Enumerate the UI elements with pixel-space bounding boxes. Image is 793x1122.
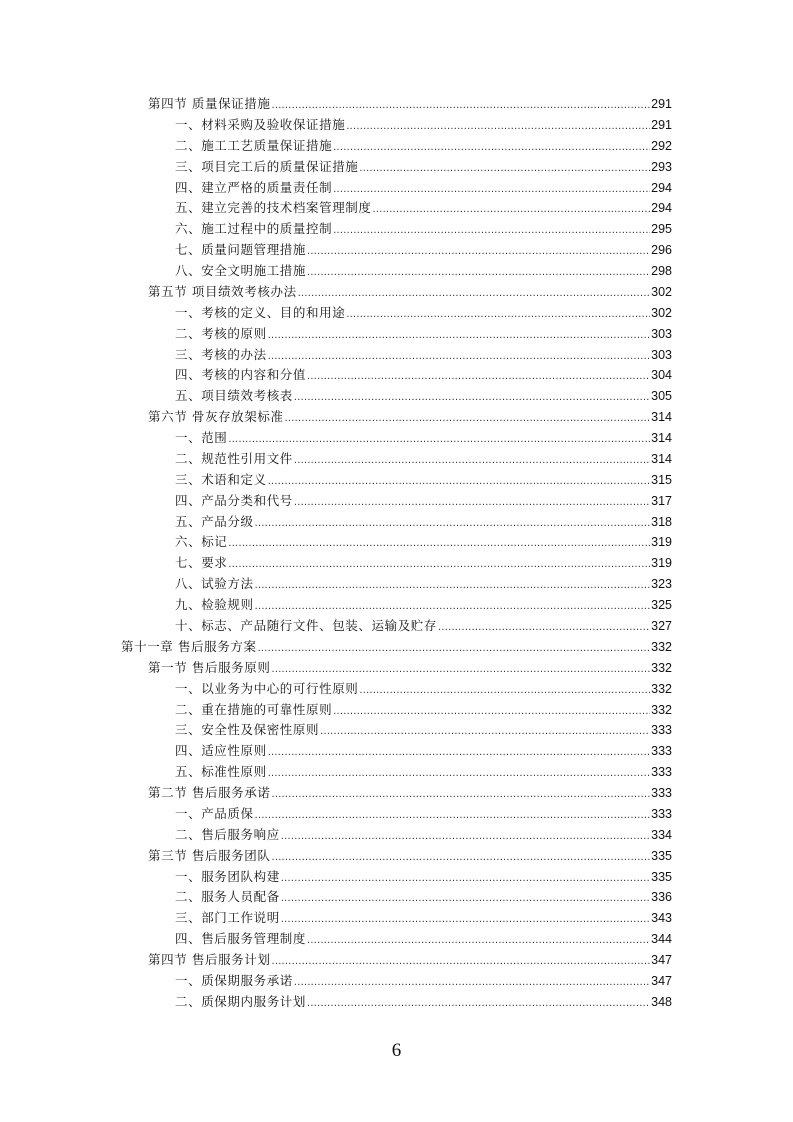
dot-leader bbox=[255, 596, 651, 616]
toc-entry[interactable] bbox=[175, 219, 672, 239]
toc-entry-page: 295 bbox=[651, 222, 672, 237]
toc-entry-page: 303 bbox=[651, 326, 672, 341]
dot-leader bbox=[281, 909, 650, 929]
dot-leader bbox=[271, 784, 650, 804]
toc-entry-title: 第六节 骨灰存放架标准 bbox=[148, 409, 284, 425]
toc-entry[interactable] bbox=[175, 324, 672, 344]
dot-leader bbox=[255, 513, 651, 533]
dot-leader bbox=[268, 325, 650, 345]
toc-entry-title: 三、项目完工后的质量保证措施 bbox=[175, 158, 359, 174]
dot-leader bbox=[359, 680, 650, 700]
toc-entry-title: 七、要求 bbox=[175, 555, 228, 571]
toc-entry-title: 一、考核的定义、目的和用途 bbox=[175, 304, 346, 320]
toc-entry-title: 五、建立完善的技术档案管理制度 bbox=[175, 200, 372, 216]
toc-entry[interactable] bbox=[175, 679, 672, 699]
toc-entry-title: 一、材料采购及验收保证措施 bbox=[175, 116, 346, 132]
toc-entry-title: 八、安全文明施工措施 bbox=[175, 263, 307, 279]
dot-leader bbox=[258, 638, 651, 658]
toc-entry-title: 二、质保期内服务计划 bbox=[175, 993, 307, 1009]
page-number: 6 bbox=[391, 1040, 402, 1061]
toc-entry-page: 333 bbox=[651, 744, 672, 759]
toc-entry-title: 一、范围 bbox=[175, 430, 228, 446]
toc-entry-page: 319 bbox=[651, 535, 672, 550]
toc-entry[interactable] bbox=[175, 261, 672, 281]
toc-entry-title: 四、建立严格的质量责任制 bbox=[175, 179, 333, 195]
toc-entry-title: 一、服务团队构建 bbox=[175, 868, 280, 884]
toc-entry[interactable] bbox=[175, 532, 672, 552]
dot-leader bbox=[307, 993, 650, 1013]
dot-leader bbox=[271, 95, 650, 115]
toc-entry[interactable] bbox=[175, 929, 672, 949]
toc-entry-page: 333 bbox=[651, 723, 672, 738]
toc-entry-page: 333 bbox=[651, 786, 672, 801]
toc-entry[interactable] bbox=[148, 846, 672, 866]
toc-entry-title: 一、质保期服务承诺 bbox=[175, 972, 293, 988]
toc-entry-page: 294 bbox=[651, 201, 672, 216]
toc-entry[interactable] bbox=[175, 512, 672, 532]
toc-entry-title: 二、规范性引用文件 bbox=[175, 450, 293, 466]
toc-entry[interactable] bbox=[175, 616, 672, 636]
toc-entry-title: 三、考核的办法 bbox=[175, 346, 267, 362]
toc-entry-title: 第五节 项目绩效考核办法 bbox=[148, 283, 297, 299]
toc-entry-title: 四、产品分类和代号 bbox=[175, 492, 293, 508]
toc-entry-page: 336 bbox=[651, 890, 672, 905]
dot-leader bbox=[294, 387, 650, 407]
toc-entry[interactable] bbox=[175, 303, 672, 323]
toc-entry-title: 二、重在措施的可靠性原则 bbox=[175, 701, 333, 717]
toc-entry-title: 五、产品分级 bbox=[175, 513, 254, 529]
toc-entry-title: 六、施工过程中的质量控制 bbox=[175, 221, 333, 237]
toc-entry[interactable] bbox=[175, 804, 672, 824]
toc-entry[interactable] bbox=[121, 637, 672, 657]
toc-entry-title: 二、考核的原则 bbox=[175, 325, 267, 341]
dot-leader bbox=[333, 137, 650, 157]
toc-entry-page: 302 bbox=[651, 284, 672, 299]
dot-leader bbox=[281, 826, 650, 846]
toc-entry[interactable] bbox=[175, 867, 672, 887]
toc-entry[interactable] bbox=[175, 992, 672, 1012]
toc-entry-title: 第三节 售后服务团队 bbox=[148, 847, 271, 863]
toc-entry-title: 一、以业务为中心的可行性原则 bbox=[175, 680, 359, 696]
toc-entry[interactable] bbox=[148, 658, 672, 678]
dot-leader bbox=[255, 575, 651, 595]
toc-entry-page: 333 bbox=[651, 765, 672, 780]
toc-entry-page: 317 bbox=[651, 493, 672, 508]
toc-entry[interactable] bbox=[175, 198, 672, 218]
toc-entry-page: 327 bbox=[651, 619, 672, 633]
toc-entry-page: 319 bbox=[651, 556, 672, 571]
dot-leader bbox=[271, 847, 650, 867]
toc-entry-title: 第二节 售后服务承诺 bbox=[148, 785, 271, 801]
dot-leader bbox=[271, 659, 650, 679]
toc-entry[interactable] bbox=[148, 94, 672, 114]
toc-entry[interactable] bbox=[175, 491, 672, 511]
dot-leader bbox=[281, 888, 650, 908]
toc-entry[interactable] bbox=[175, 595, 672, 615]
toc-entry[interactable] bbox=[175, 449, 672, 469]
dot-leader bbox=[333, 701, 650, 721]
toc-entry-title: 十、标志、产品随行文件、包装、运输及贮存 bbox=[175, 618, 438, 633]
toc-entry-title: 第四节 质量保证措施 bbox=[148, 96, 271, 111]
dot-leader bbox=[320, 721, 650, 741]
toc-entry[interactable] bbox=[148, 407, 672, 427]
toc-entry-page: 335 bbox=[651, 848, 672, 863]
toc-entry-page: 291 bbox=[651, 97, 672, 111]
toc-entry-title: 五、标准性原则 bbox=[175, 764, 267, 780]
toc-entry-title: 第一节 售后服务原则 bbox=[148, 659, 271, 675]
dot-leader bbox=[307, 930, 650, 950]
toc-entry-page: 296 bbox=[651, 243, 672, 258]
dot-leader bbox=[333, 220, 650, 240]
toc-entry-title: 三、安全性及保密性原则 bbox=[175, 722, 320, 738]
toc-entry-page: 293 bbox=[651, 159, 672, 174]
toc-entry-title: 八、试验方法 bbox=[175, 576, 254, 592]
toc-entry-page: 325 bbox=[651, 598, 672, 613]
toc-entry-title: 四、售后服务管理制度 bbox=[175, 931, 307, 947]
dot-leader bbox=[228, 429, 650, 449]
toc-entry-page: 323 bbox=[651, 577, 672, 592]
toc-entry-title: 六、标记 bbox=[175, 534, 228, 550]
toc-entry[interactable] bbox=[175, 720, 672, 740]
dot-leader bbox=[438, 617, 650, 637]
dot-leader bbox=[281, 868, 650, 888]
toc-entry-page: 332 bbox=[651, 681, 672, 696]
dot-leader bbox=[255, 805, 651, 825]
toc-entry[interactable] bbox=[175, 700, 672, 720]
toc-entry-page: 305 bbox=[651, 389, 672, 404]
toc-entry-title: 七、质量问题管理措施 bbox=[175, 242, 307, 258]
toc-entry-title: 二、服务人员配备 bbox=[175, 889, 280, 905]
toc-entry-title: 四、考核的内容和分值 bbox=[175, 367, 307, 383]
toc-entry-title: 二、施工工艺质量保证措施 bbox=[175, 137, 333, 153]
dot-leader bbox=[333, 179, 650, 199]
dot-leader bbox=[307, 241, 650, 261]
toc-entry-page: 334 bbox=[651, 827, 672, 842]
dot-leader bbox=[346, 304, 650, 324]
dot-leader bbox=[373, 199, 651, 219]
toc-entry[interactable] bbox=[175, 741, 672, 761]
toc-entry-page: 291 bbox=[651, 117, 672, 132]
toc-entry-title: 三、部门工作说明 bbox=[175, 910, 280, 926]
toc-entry[interactable] bbox=[175, 136, 672, 156]
toc-entry-title: 二、售后服务响应 bbox=[175, 826, 280, 842]
toc-entry[interactable] bbox=[148, 950, 672, 970]
toc-entry-title: 四、适应性原则 bbox=[175, 743, 267, 759]
dot-leader bbox=[268, 763, 650, 783]
toc-entry-page: 294 bbox=[651, 180, 672, 195]
toc-entry[interactable] bbox=[175, 157, 672, 177]
dot-leader bbox=[294, 450, 650, 470]
toc-entry-title: 九、检验规则 bbox=[175, 597, 254, 613]
toc-entry-page: 303 bbox=[651, 347, 672, 362]
toc-entry[interactable] bbox=[175, 470, 672, 490]
toc-entry-page: 332 bbox=[651, 660, 672, 675]
toc-entry-page: 318 bbox=[651, 514, 672, 529]
toc-entry-page: 314 bbox=[651, 451, 672, 466]
toc-entry[interactable] bbox=[175, 762, 672, 782]
dot-leader bbox=[307, 366, 650, 386]
toc-entry[interactable] bbox=[175, 386, 672, 406]
toc-entry-page: 347 bbox=[651, 973, 672, 988]
toc-entry-page: 347 bbox=[651, 953, 672, 968]
toc-entry-page: 344 bbox=[651, 932, 672, 947]
dot-leader bbox=[294, 972, 650, 992]
toc-entry[interactable] bbox=[175, 345, 672, 365]
toc-entry-title: 第十一章 售后服务方案 bbox=[121, 638, 257, 654]
dot-leader bbox=[228, 554, 650, 574]
toc-entry[interactable] bbox=[175, 887, 672, 907]
dot-leader bbox=[268, 471, 650, 491]
dot-leader bbox=[271, 951, 650, 971]
toc-entry[interactable] bbox=[175, 825, 672, 845]
toc-entry[interactable] bbox=[148, 783, 672, 803]
toc-entry[interactable] bbox=[175, 428, 672, 448]
dot-leader bbox=[268, 346, 650, 366]
dot-leader bbox=[285, 408, 651, 428]
toc-entry-page: 332 bbox=[651, 639, 672, 654]
dot-leader bbox=[307, 262, 650, 282]
toc-entry-title: 三、术语和定义 bbox=[175, 471, 267, 487]
toc-entry-page: 335 bbox=[651, 869, 672, 884]
toc-entry-title: 第四节 售后服务计划 bbox=[148, 952, 271, 968]
toc-entry[interactable] bbox=[175, 553, 672, 573]
toc-entry-page: 302 bbox=[651, 305, 672, 320]
dot-leader bbox=[294, 492, 650, 512]
toc-entry[interactable] bbox=[175, 574, 672, 594]
dot-leader bbox=[359, 158, 650, 178]
toc-entry-page: 298 bbox=[651, 264, 672, 279]
toc-entry-title: 一、产品质保 bbox=[175, 805, 254, 821]
toc-entry[interactable] bbox=[175, 365, 672, 385]
toc-entry[interactable] bbox=[148, 282, 672, 302]
dot-leader bbox=[228, 533, 650, 553]
toc-entry-page: 314 bbox=[651, 431, 672, 446]
toc-entry-page: 314 bbox=[651, 410, 672, 425]
toc-entry-page: 333 bbox=[651, 806, 672, 821]
toc-entry-page: 304 bbox=[651, 368, 672, 383]
toc-entry-page: 315 bbox=[651, 472, 672, 487]
toc-entry-page: 292 bbox=[651, 138, 672, 153]
toc-entry[interactable] bbox=[175, 908, 672, 928]
toc-entry-page: 332 bbox=[651, 702, 672, 717]
dot-leader bbox=[268, 742, 650, 762]
dot-leader bbox=[346, 116, 650, 136]
toc-entry[interactable] bbox=[175, 971, 672, 991]
toc-entry[interactable] bbox=[175, 178, 672, 198]
toc-entry-page: 348 bbox=[651, 994, 672, 1009]
toc-entry[interactable] bbox=[175, 240, 672, 260]
toc-entry-title: 五、项目绩效考核表 bbox=[175, 388, 293, 404]
dot-leader bbox=[298, 283, 650, 303]
toc-entry[interactable] bbox=[175, 115, 672, 135]
toc-entry-page: 343 bbox=[651, 911, 672, 926]
